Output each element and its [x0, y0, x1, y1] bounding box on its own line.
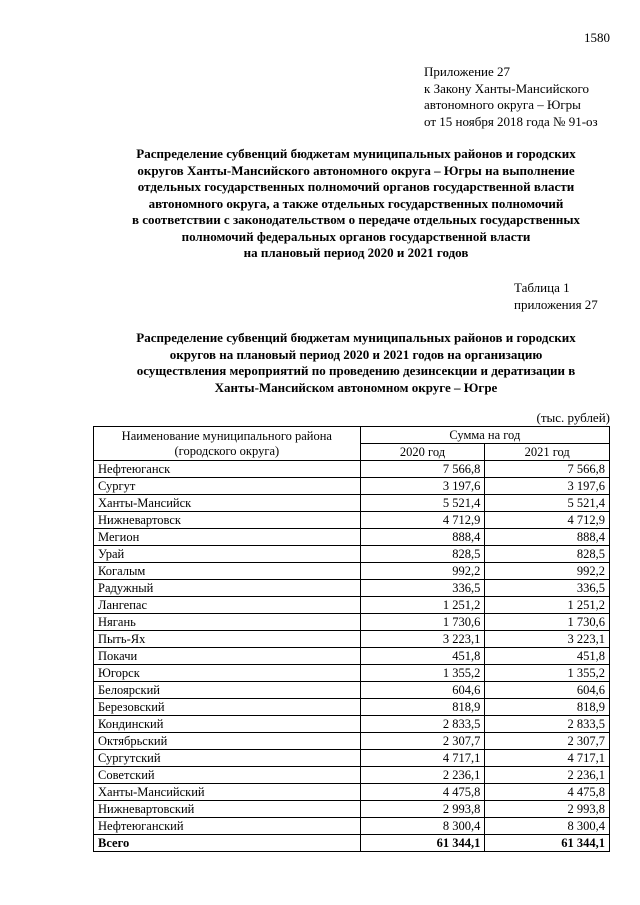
table-title [96, 330, 616, 396]
cell-2021: 4 717,1 [485, 750, 610, 767]
subvention-table [93, 426, 610, 852]
table-row [94, 512, 610, 529]
table-row [94, 750, 610, 767]
cell-municipality: Советский [94, 767, 361, 784]
cell-2020: 4 475,8 [360, 784, 485, 801]
cell-2020: 4 712,9 [360, 512, 485, 529]
cell-2020: 3 197,6 [360, 478, 485, 495]
cell-2021: 4 712,9 [485, 512, 610, 529]
header-line: Наименование муниципального района [121, 428, 332, 443]
cell-2021: 2 236,1 [485, 767, 610, 784]
table-row [94, 818, 610, 835]
cell-municipality: Югорск [94, 665, 361, 682]
title-line: Распределение субвенций бюджетам муниципальных районов и городских [136, 146, 576, 161]
table-row [94, 665, 610, 682]
table-row [94, 546, 610, 563]
cell-2021: 1 730,6 [485, 614, 610, 631]
table-row [94, 631, 610, 648]
column-header-2021: 2021 год [485, 444, 610, 461]
cell-municipality: Кондинский [94, 716, 361, 733]
column-header-sum: Сумма на год [360, 427, 609, 444]
table-row [94, 801, 610, 818]
title-line: на плановый период 2020 и 2021 годов [243, 245, 469, 260]
cell-municipality: Лангепас [94, 597, 361, 614]
cell-2021: 2 307,7 [485, 733, 610, 750]
cell-2021: 3 197,6 [485, 478, 610, 495]
table-row [94, 767, 610, 784]
cell-municipality: Нижневартовский [94, 801, 361, 818]
cell-2020: 604,6 [360, 682, 485, 699]
cell-municipality: Нижневартовск [94, 512, 361, 529]
cell-2021: 604,6 [485, 682, 610, 699]
table-row [94, 614, 610, 631]
cell-municipality: Березовский [94, 699, 361, 716]
cell-municipality: Нягань [94, 614, 361, 631]
table-row [94, 733, 610, 750]
cell-2020: 2 307,7 [360, 733, 485, 750]
table-label-line: приложения 27 [514, 296, 598, 312]
table-total-row [94, 835, 610, 852]
cell-2021: 992,2 [485, 563, 610, 580]
cell-municipality: Пыть-Ях [94, 631, 361, 648]
cell-2021: 4 475,8 [485, 784, 610, 801]
total-label: Всего [94, 835, 361, 852]
table-row [94, 529, 610, 546]
cell-2021: 2 833,5 [485, 716, 610, 733]
cell-municipality: Ханты-Мансийский [94, 784, 361, 801]
appendix-line: к Закону Ханты-Мансийского [424, 80, 589, 96]
cell-2021: 8 300,4 [485, 818, 610, 835]
cell-2020: 3 223,1 [360, 631, 485, 648]
cell-2021: 888,4 [485, 529, 610, 546]
title-line: полномочий федеральных органов государственной власти [181, 228, 531, 244]
cell-2021: 828,5 [485, 546, 610, 563]
table-header-row [94, 427, 610, 444]
table-label [514, 280, 598, 313]
cell-municipality: Покачи [94, 648, 361, 665]
cell-2020: 2 236,1 [360, 767, 485, 784]
cell-2020: 2 833,5 [360, 716, 485, 733]
cell-2021: 336,5 [485, 580, 610, 597]
table-title-line: Ханты-Мансийском автономном округе – Югре [214, 379, 498, 395]
column-header-municipality [94, 427, 361, 461]
cell-2020: 1 730,6 [360, 614, 485, 631]
cell-2020: 992,2 [360, 563, 485, 580]
table-row [94, 597, 610, 614]
appendix-line: от 15 ноября 2018 года № 91-оз [424, 113, 598, 129]
cell-2020: 7 566,8 [360, 461, 485, 478]
cell-municipality: Мегион [94, 529, 361, 546]
cell-2020: 336,5 [360, 580, 485, 597]
table-title-line: округов на плановый период 2020 и 2021 годов на организацию [169, 346, 543, 362]
table-row [94, 563, 610, 580]
table-title-line: осуществления мероприятий по проведению дезинсекции и дератизации в [136, 363, 576, 378]
cell-2020: 818,9 [360, 699, 485, 716]
cell-2021: 7 566,8 [485, 461, 610, 478]
cell-2020: 451,8 [360, 648, 485, 665]
appendix-line: Приложение 27 [424, 64, 511, 79]
cell-municipality: Сургутский [94, 750, 361, 767]
table-row [94, 784, 610, 801]
cell-municipality: Урай [94, 546, 361, 563]
cell-2021: 2 993,8 [485, 801, 610, 818]
column-header-2020: 2020 год [360, 444, 485, 461]
table-row [94, 580, 610, 597]
title-line: округов Ханты-Мансийского автономного округа – Югры на выполнение [137, 162, 575, 178]
cell-2021: 5 521,4 [485, 495, 610, 512]
units-label: (тыс. рублей) [536, 410, 610, 425]
cell-2020: 8 300,4 [360, 818, 485, 835]
cell-2021: 818,9 [485, 699, 610, 716]
cell-2020: 4 717,1 [360, 750, 485, 767]
cell-2021: 3 223,1 [485, 631, 610, 648]
appendix-reference [424, 64, 598, 130]
cell-2020: 888,4 [360, 529, 485, 546]
table-row [94, 461, 610, 478]
cell-2020: 1 355,2 [360, 665, 485, 682]
title-line: отдельных государственных полномочий органов государственной власти [137, 179, 575, 194]
table-label-line: Таблица 1 [514, 280, 570, 295]
table-row [94, 495, 610, 512]
table-row [94, 682, 610, 699]
cell-2020: 1 251,2 [360, 597, 485, 614]
cell-2021: 1 251,2 [485, 597, 610, 614]
header-line: (городского округа) [174, 443, 280, 458]
total-2020: 61 344,1 [360, 835, 485, 852]
table-row [94, 699, 610, 716]
cell-municipality: Ханты-Мансийск [94, 495, 361, 512]
table-row [94, 478, 610, 495]
cell-municipality: Октябрьский [94, 733, 361, 750]
cell-municipality: Белоярский [94, 682, 361, 699]
document-title [96, 146, 616, 262]
page-number: 1580 [584, 30, 610, 45]
cell-2021: 1 355,2 [485, 665, 610, 682]
cell-municipality: Радужный [94, 580, 361, 597]
cell-municipality: Нефтеюганск [94, 461, 361, 478]
cell-municipality: Нефтеюганский [94, 818, 361, 835]
table-title-line: Распределение субвенций бюджетам муниципальных районов и городских [136, 330, 576, 345]
title-line: автономного округа, а также отдельных государственных полномочий [148, 195, 564, 211]
appendix-line: автономного округа – Югры [424, 97, 581, 112]
total-2021: 61 344,1 [485, 835, 610, 852]
cell-2020: 2 993,8 [360, 801, 485, 818]
table-row [94, 716, 610, 733]
cell-2020: 5 521,4 [360, 495, 485, 512]
cell-2020: 828,5 [360, 546, 485, 563]
table-body [94, 461, 610, 852]
title-line: в соответствии с законодательством о передаче отдельных государственных [131, 212, 581, 227]
cell-municipality: Сургут [94, 478, 361, 495]
cell-municipality: Когалым [94, 563, 361, 580]
table-row [94, 648, 610, 665]
cell-2021: 451,8 [485, 648, 610, 665]
